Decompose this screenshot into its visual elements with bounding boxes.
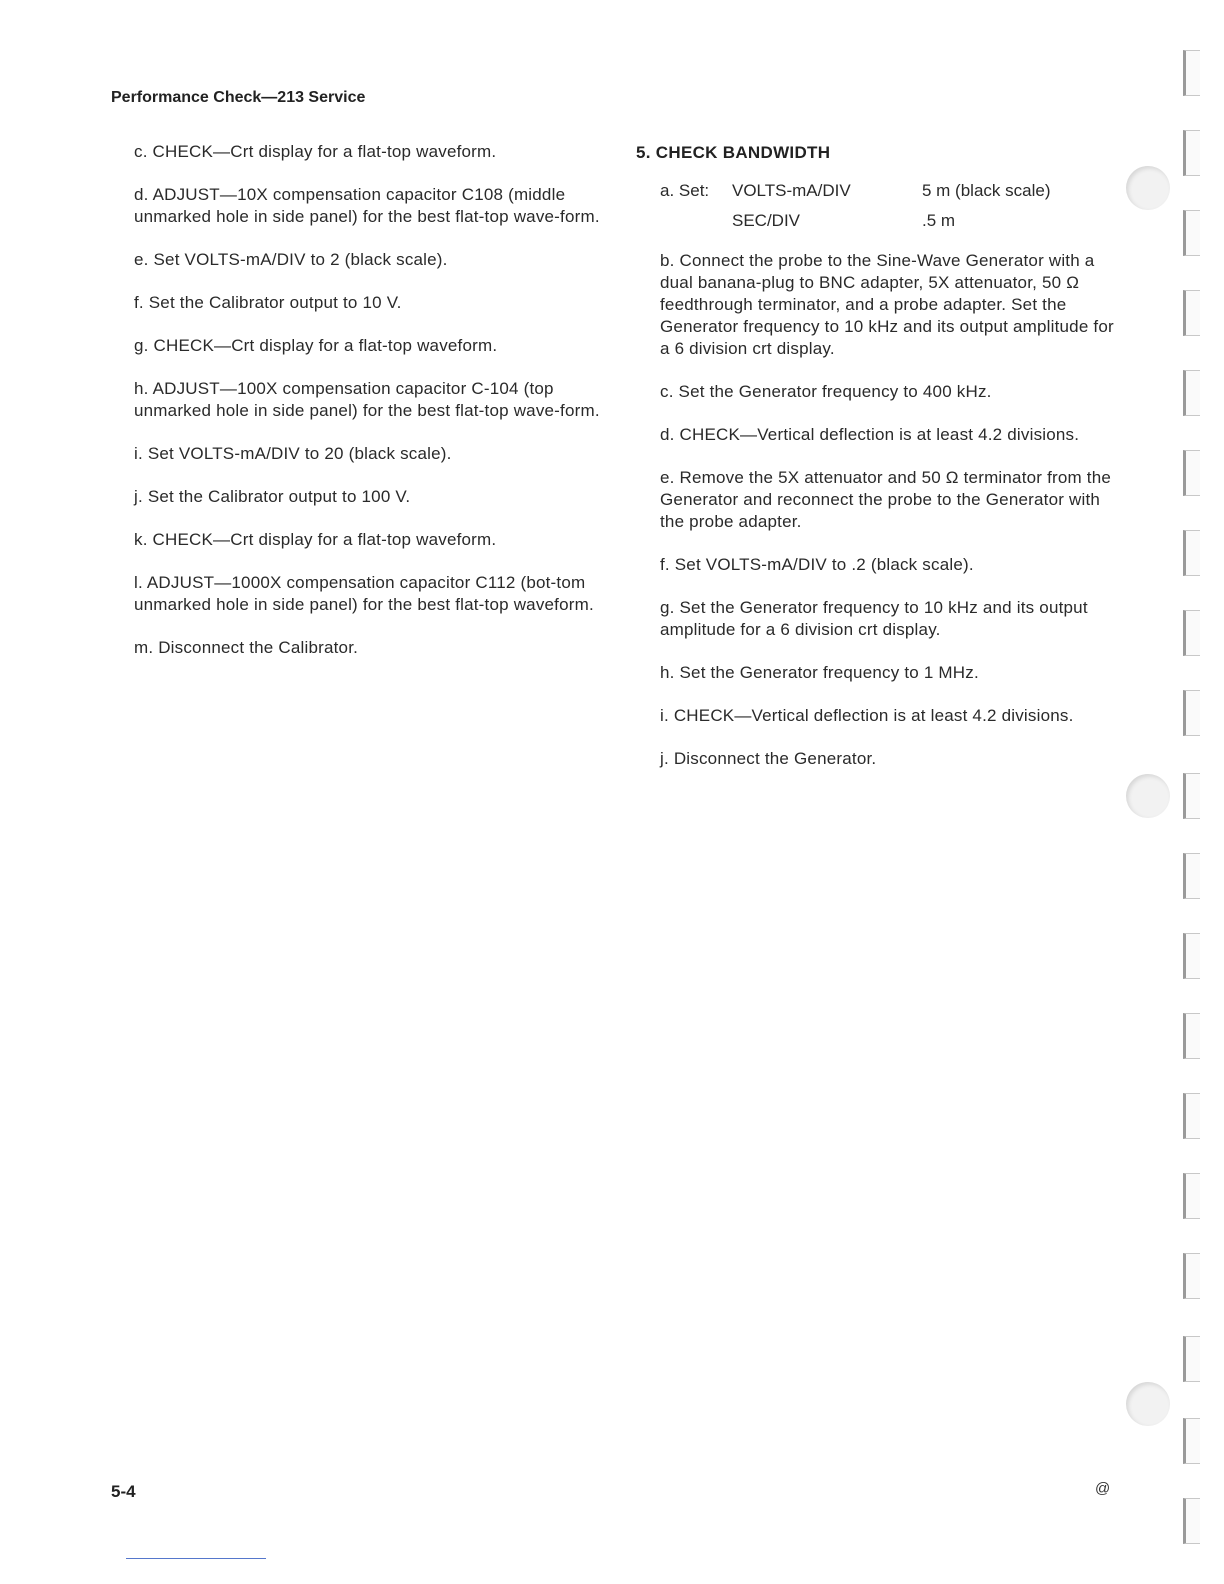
binder-hole <box>1126 1382 1170 1426</box>
binder-tab <box>1183 773 1200 819</box>
binder-tab <box>1183 1093 1200 1139</box>
step-e: e. Set VOLTS-mA/DIV to 2 (black scale). <box>134 250 448 269</box>
step-d: d. ADJUST—10X compensation capacitor C108 (middle unmarked hole in side panel) for the best flat-top wave-form. <box>134 185 600 226</box>
bandwidth-step-g: g. Set the Generator frequency to 10 kHz and its output amplitude for a 6 division crt display. <box>660 598 1088 639</box>
binder-tab <box>1183 1013 1200 1059</box>
bandwidth-step-d: d. CHECK—Vertical deflection is at least 4.2 divisions. <box>660 425 1080 444</box>
step-j: j. Set the Calibrator output to 100 V. <box>134 487 411 506</box>
settings-table <box>660 176 1120 236</box>
bandwidth-step-j: j. Disconnect the Generator. <box>660 749 877 768</box>
setting-value: 5 m (black scale) <box>922 181 1051 200</box>
binder-tab <box>1183 50 1200 96</box>
step-l: l. ADJUST—1000X compensation capacitor C112 (bot-tom unmarked hole in side panel) for the best flat-top waveform. <box>134 573 594 614</box>
footer-mark: @ <box>1095 1480 1111 1497</box>
bandwidth-step-i: i. CHECK—Vertical deflection is at least 4.2 divisions. <box>660 706 1074 725</box>
step-k: k. CHECK—Crt display for a flat-top waveform. <box>134 530 497 549</box>
step-f: f. Set the Calibrator output to 10 V. <box>134 293 402 312</box>
step-c: c. CHECK—Crt display for a flat-top waveform. <box>134 142 497 161</box>
binder-tab <box>1183 610 1200 656</box>
step-g: g. CHECK—Crt display for a flat-top waveform. <box>134 336 498 355</box>
left-column <box>134 141 604 680</box>
step-i: i. Set VOLTS-mA/DIV to 20 (black scale). <box>134 444 452 463</box>
binder-tab <box>1183 1498 1200 1544</box>
binder-tab <box>1183 130 1200 176</box>
setting-value: .5 m <box>922 211 956 230</box>
binder-tab <box>1183 1336 1200 1382</box>
section-title: 5. CHECK BANDWIDTH <box>636 143 831 162</box>
binder-tab <box>1183 933 1200 979</box>
right-column <box>660 250 1122 791</box>
bandwidth-step-b: b. Connect the probe to the Sine-Wave Generator with a dual banana-plug to BNC adapter, 5X attenuator, 50 Ω feedthrough terminator, and a probe adapter. Set the Generator frequency to 10 kHz and its output amplitude for a 6 division crt display. <box>660 251 1114 358</box>
bandwidth-step-e: e. Remove the 5X attenuator and 50 Ω terminator from the Generator and reconnect the probe to the Generator with the probe adapter. <box>660 468 1112 531</box>
setting-name: SEC/DIV <box>732 211 801 230</box>
page-header: Performance Check—213 Service <box>111 89 366 106</box>
binder-tab <box>1183 210 1200 256</box>
binder-hole <box>1126 166 1170 210</box>
binder-tab <box>1183 1253 1200 1299</box>
step-m: m. Disconnect the Calibrator. <box>134 638 359 657</box>
bandwidth-step-c: c. Set the Generator frequency to 400 kHz. <box>660 382 992 401</box>
settings-label: a. Set: <box>660 181 710 200</box>
binder-tab <box>1183 370 1200 416</box>
binder-tab <box>1183 1418 1200 1464</box>
binder-tab <box>1183 450 1200 496</box>
bandwidth-step-h: h. Set the Generator frequency to 1 MHz. <box>660 663 979 682</box>
binder-tab <box>1183 690 1200 736</box>
bandwidth-step-f: f. Set VOLTS-mA/DIV to .2 (black scale). <box>660 555 974 574</box>
settings-row <box>660 206 1120 236</box>
step-h: h. ADJUST—100X compensation capacitor C-104 (top unmarked hole in side panel) for the best flat-top wave-form. <box>134 379 600 420</box>
footer-divider <box>126 1558 266 1559</box>
binder-tab <box>1183 853 1200 899</box>
binder-tab <box>1183 290 1200 336</box>
binder-hole <box>1126 774 1170 818</box>
settings-row <box>660 176 1120 206</box>
binder-tab <box>1183 1173 1200 1219</box>
setting-name: VOLTS-mA/DIV <box>732 181 851 200</box>
binder-tab <box>1183 530 1200 576</box>
page-number: 5-4 <box>111 1482 136 1501</box>
